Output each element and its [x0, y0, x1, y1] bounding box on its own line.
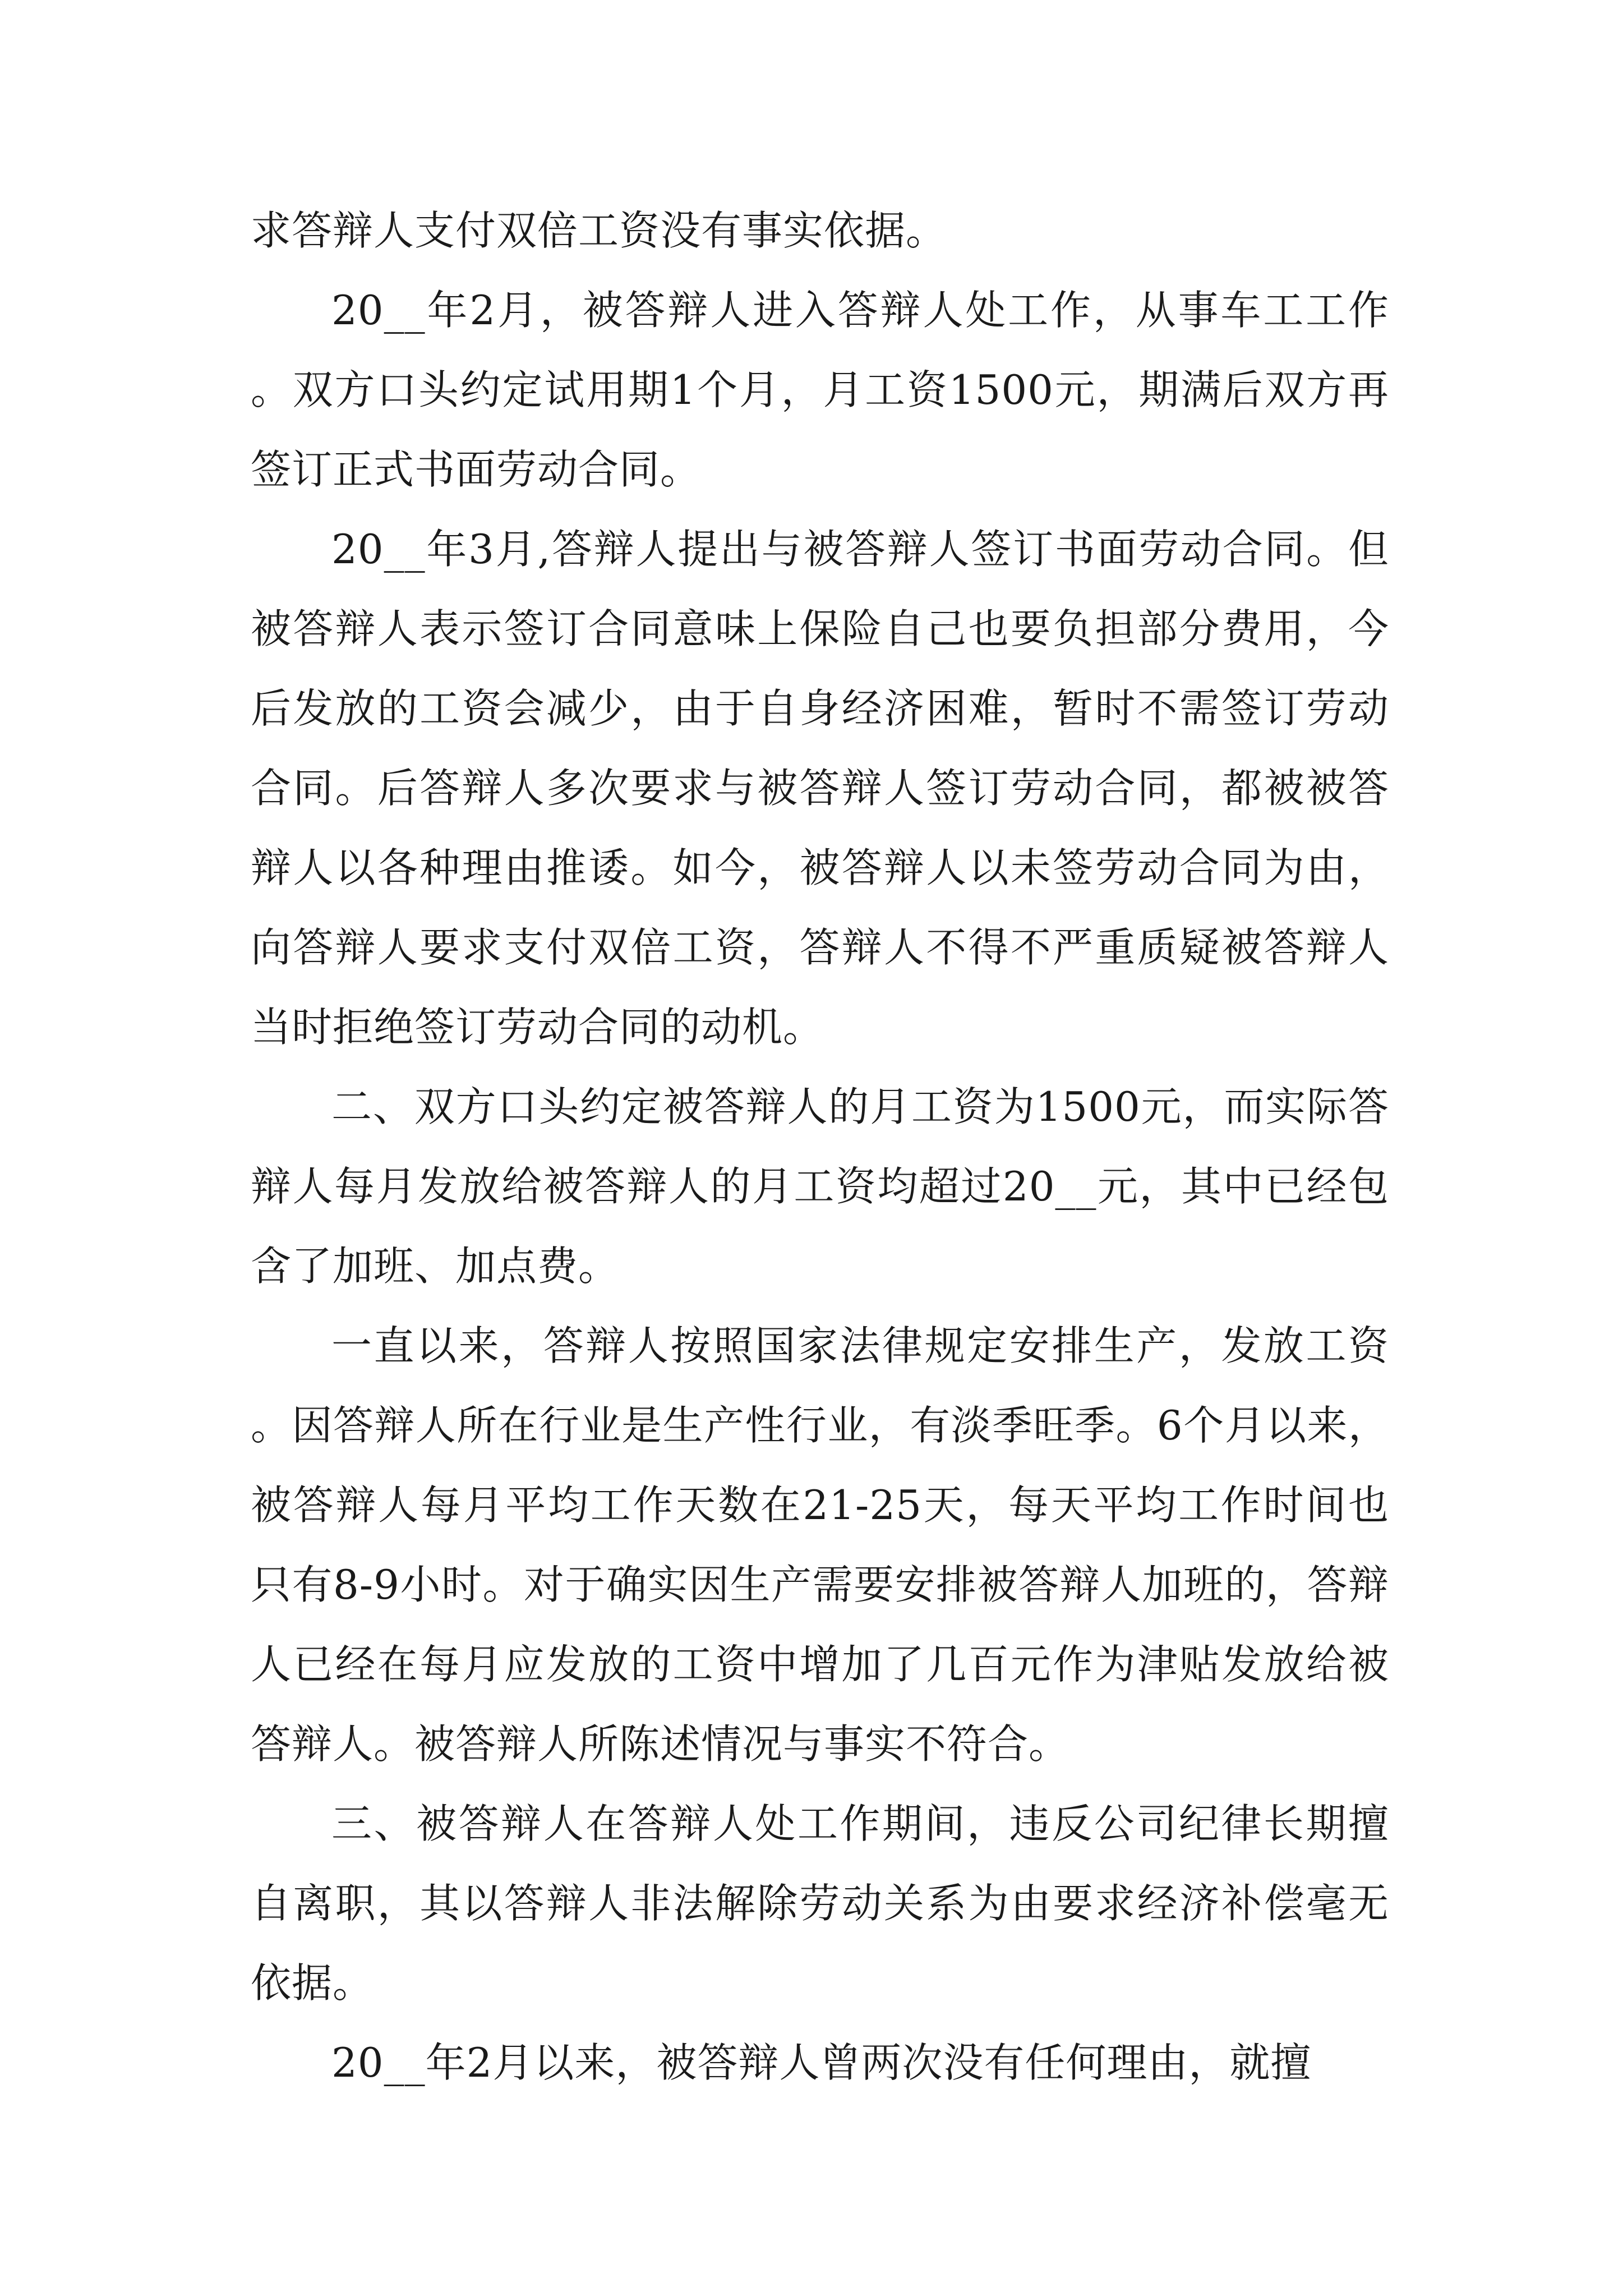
- document-body: [251, 191, 1389, 2102]
- paragraph-continuation: 求答辩人支付双倍工资没有事实依据。: [251, 207, 947, 254]
- paragraph-working-hours: 一直以来，答辩人按照国家法律规定安排生产，发放工资。因答辩人所在行业是生产性行业，有淡季旺季。6个月以来，被答辩人每月平均工作天数在21-25天，每天平均工作时间也只有8-9小时。对于确实因生产需要安排被答辩人加班的，答辩人已经在每月应发放的工资中增加了几百元作为津贴发放给被答辩人。被答辩人所陈述情况与事实不符合。: [251, 1322, 1389, 1768]
- paragraph-point-two: 二、双方口头约定被答辩人的月工资为1500元，而实际答辩人每月发放给被答辩人的月工资均超过20__元，其中已经包含了加班、加点费。: [251, 1083, 1389, 1290]
- paragraph-contract-refusal: 20__年3月,答辩人提出与被答辩人签订书面劳动合同。但被答辩人表示签订合同意味上保险自己也要负担部分费用，今后发放的工资会减少，由于自身经济困难，暂时不需签订劳动合同。后答辩人多次要求与被答辩人签订劳动合同，都被被答辩人以各种理由推诿。如今，被答辩人以未签劳动合同为由，向答辩人要求支付双倍工资，答辩人不得不严重质疑被答辩人当时拒绝签订劳动合同的动机。: [251, 526, 1389, 1051]
- paragraph-employment-start: 20__年2月，被答辩人进入答辩人处工作，从事车工工作。双方口头约定试用期1个月，月工资1500元，期满后双方再签订正式书面劳动合同。: [251, 287, 1389, 493]
- paragraph-point-three: 三、被答辩人在答辩人处工作期间，违反公司纪律长期擅自离职，其以答辩人非法解除劳动关系为由要求经济补偿毫无依据。: [251, 1800, 1389, 2007]
- paragraph-absence: 20__年2月以来，被答辩人曾两次没有任何理由，就擅: [331, 2039, 1312, 2086]
